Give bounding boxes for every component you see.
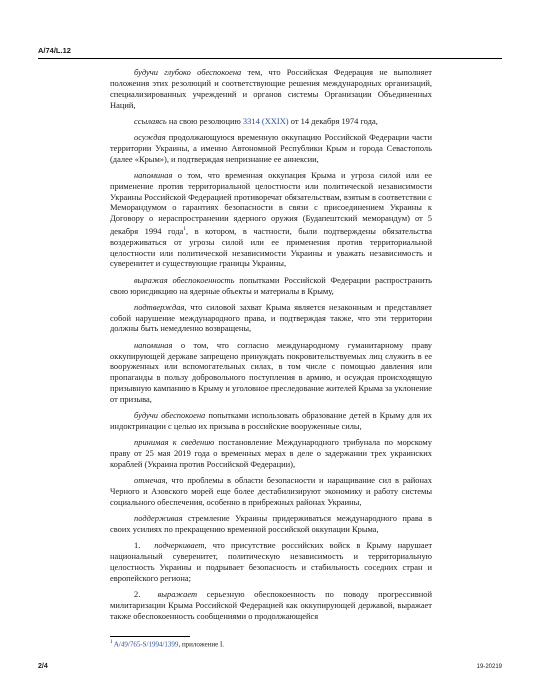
operative-paragraph: 1. подчеркивает, что присутствие российских войск в Крыму нарушает национальный суверенитет, политическую независимость и территориальную целостность Украины и подрывает безопасность и стабильность соседних стран и европейского региона; (110, 540, 433, 583)
footnote-ref[interactable]: 1 (183, 226, 187, 233)
footnote-link[interactable]: A/49/765-S/1994/1399 (113, 640, 179, 649)
paragraph: будучи обеспокоена попытками использовать образование детей в Крыму для их индоктринации с целью их призыва в российские вооруженные силы, (110, 410, 432, 432)
paragraph: подтверждая, что силовой захват Крыма является незаконным и представляет собой нарушение международного права, и подтверждая также, что эти территории должны быть немедленно возвращены, (110, 301, 432, 334)
operative-paragraph: 2. выражает серьезную обеспокоенность по поводу прогрессивной милитаризации Крыма Российской Федерацией как оккупирующей державой, выражает также обеспокоенность сообщениями о продолжающейся (110, 588, 433, 621)
paragraph-number: 1. (134, 540, 141, 551)
paragraph: будучи глубоко обеспокоена тем, что Российская Федерация не выполняет положения этих резолюций и соответствующие решения международных организаций, специализированных учреждений и органов системы Организации Объединенных Наций, (110, 67, 432, 110)
document-symbol: A/74/L.12 (38, 46, 71, 55)
footnote: $^1$ A/49/765-S/1994/1399, приложение I. (110, 640, 225, 649)
header-rule (38, 58, 502, 59)
paragraph: напоминая о том, что согласно международному гуманитарному праву оккупирующей державе запрещено принуждать покровительствуемых лиц служить в ее вооруженных или вспомогательных силах, в том числе с помощью давления или пропаганды в пользу добровольного поступления в армию, и осуждая происходящую призывную кампанию в Крыму и уголовное преследование жителей Крыма за уклонение от призыва, (110, 339, 432, 404)
document-code: 19-20219 (476, 664, 502, 670)
paragraph: осуждая продолжающуюся временную оккупацию Российской Федерации части территории Украины, а именно Автономной Республики Крым и города Севастополь (далее «Крым»), и подтверждая непризнание ее аннексии, (110, 132, 432, 164)
paragraph: выражая обеспокоенность попытками Российской Федерации распространить свою юрисдикцию на ядерные объекты и материалы в Крыму, (110, 274, 432, 296)
paragraph: напоминая о том, что временная оккупация Крыма и угроза силой или ее применение против территориальной целостности или политической независимости Украины Российской Федерацией противоречат обязательствам, взятым в соответствии с Меморандумом о гарантиях безопасности в связи с присоединением Украины к Договору о нераспространении ядерного оружия (Будапештский меморандум) от 5 декабря 1994 года$^1$, в котором, в частности, были подтверждены обязательства воздерживаться от угрозы силой или ее применения против территориальной целостности или политической независимости Украины и уважать независимость и суверенитет и существующие границы Украины, (110, 169, 432, 269)
paragraph: поддерживая стремление Украины придерживаться международного права в своих усилиях по прекращению временной российской оккупации Крыма, (110, 513, 432, 534)
resolution-link[interactable]: 3314 (XXIX) (242, 115, 289, 126)
page-number: 2/4 (38, 663, 48, 670)
paragraph-number: 2. (134, 588, 141, 599)
document-body (110, 67, 432, 627)
paragraph: принимая к сведению постановление Международного трибунала по морскому праву от 25 мая 2019 года о временных мерах в деле о задержании трех украинских кораблей (Украина против Российской Федерации), (110, 437, 432, 469)
footnote-rule (110, 636, 190, 637)
paragraph: ссылаясь на свою резолюцию 3314 (XXIX) от 14 декабря 1974 года, (134, 115, 378, 126)
paragraph: отмечая, что проблемы в области безопасности и наращивание сил в районах Черного и Азовского морей еще более дестабилизируют экономику и работу системы социального обеспечения, особенно в прибрежных районах Украины, (110, 475, 432, 507)
